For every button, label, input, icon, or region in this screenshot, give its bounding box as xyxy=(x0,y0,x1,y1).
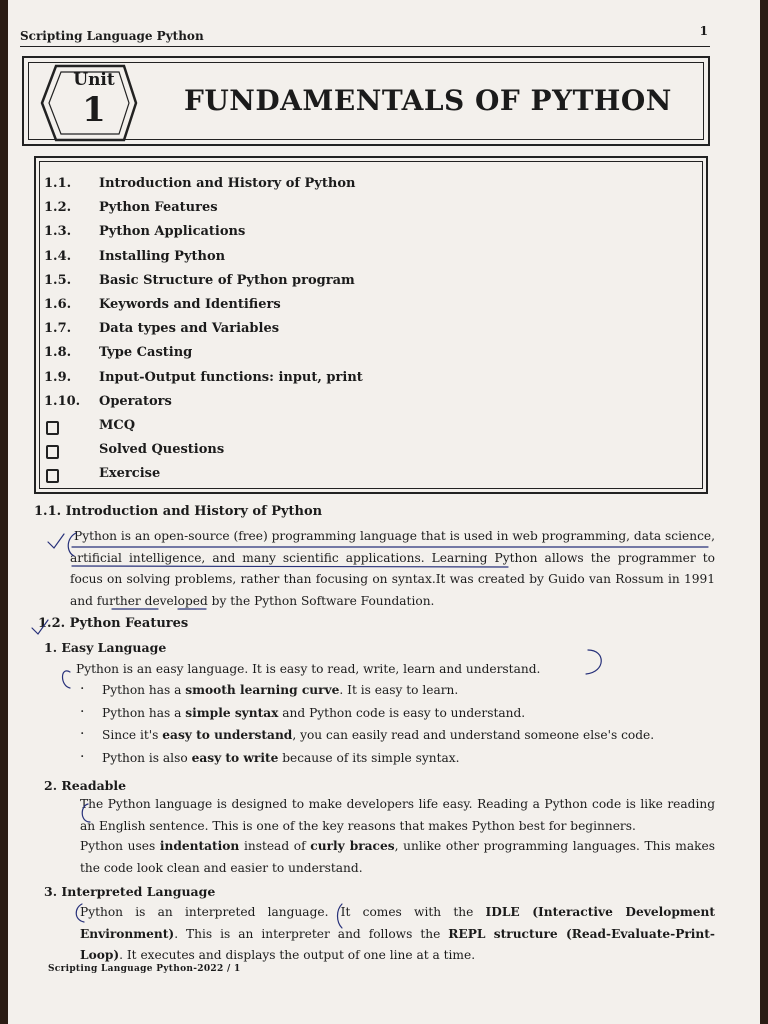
checkbox-bullet-icon xyxy=(46,421,59,435)
toc-item-label: Exercise xyxy=(99,466,161,482)
toc-item-label: Data types and Variables xyxy=(99,321,280,337)
page-number: 1 xyxy=(699,24,708,38)
toc-item-number: 1.10. xyxy=(44,393,81,409)
header-title: Scripting Language Python xyxy=(20,29,204,43)
running-header xyxy=(20,24,710,47)
toc-item-label: Installing Python xyxy=(99,248,226,264)
interpreted-paragraph xyxy=(80,902,715,967)
bullet-item xyxy=(80,683,654,706)
feature-heading-readable: 2. Readable xyxy=(44,778,127,793)
readable-p2-pre: Python uses xyxy=(80,839,160,853)
bullet-pre: Since it's xyxy=(102,728,163,743)
bullet-post: and Python code is easy to understand. xyxy=(278,705,526,720)
bullet-post: because of its simple syntax. xyxy=(278,750,460,765)
easy-intro: Python is an easy language. It is easy to read, write, learn and understand. xyxy=(76,662,541,676)
toc-item-label: Keywords and Identifiers xyxy=(99,296,281,312)
bullet-pre: Python is also xyxy=(102,750,192,765)
toc-item-label: Basic Structure of Python program xyxy=(99,272,355,288)
unit-title: FUNDAMENTALS OF PYTHON xyxy=(184,84,672,117)
toc-item-label: Solved Questions xyxy=(99,442,225,458)
bullet-item xyxy=(80,706,654,729)
toc-item-label: Python Features xyxy=(99,200,218,216)
feature-heading-interpreted: 3. Interpreted Language xyxy=(44,884,216,899)
section-heading-1-2: 1.2. Python Features xyxy=(38,616,189,631)
unit-number: 1 xyxy=(82,90,106,130)
toc-item-number: 1.8. xyxy=(44,345,72,361)
section-heading-1-1: 1.1. Introduction and History of Python xyxy=(34,504,323,519)
toc-item-number: 1.9. xyxy=(44,369,72,385)
bullet-pre: Python has a xyxy=(102,705,186,720)
toc-item-label: Operators xyxy=(99,393,172,409)
bullet-bold: easy to write xyxy=(191,750,279,765)
pen-curl-easy xyxy=(63,671,71,688)
feature-heading-easy: 1. Easy Language xyxy=(44,640,167,655)
checkbox-bullet-icon xyxy=(46,469,59,483)
toc-item-number: 1.2. xyxy=(44,200,72,216)
readable-p2-bold-2: curly braces xyxy=(310,839,395,853)
interpreted-post: . It executes and displays the output of one line at a time. xyxy=(119,948,476,962)
toc-item-number: 1.6. xyxy=(44,296,72,312)
toc-item-number: 1.7. xyxy=(44,321,72,337)
bullet-post: , you can easily read and understand someone else's code. xyxy=(292,728,655,743)
interpreted-pre: Python is an interpreted language. It comes with the xyxy=(80,905,486,919)
toc-item-label: Input-Output functions: input, print xyxy=(99,369,363,385)
toc-item-label: Introduction and History of Python xyxy=(99,176,356,191)
pen-check-mark xyxy=(48,534,64,548)
readable-paragraph-2 xyxy=(80,836,715,879)
unit-label: Unit xyxy=(73,70,115,90)
toc-item-number: 1.4. xyxy=(44,248,72,264)
bullet-post: . It is easy to learn. xyxy=(339,683,459,697)
checkbox-bullet-icon xyxy=(46,445,59,459)
interpreted-bold-2: REPL structure (Read-Evaluate-Print-Loop) xyxy=(80,926,715,962)
page-footer: Scripting Language Python-2022 / 1 xyxy=(48,964,241,974)
interpreted-bold-1: IDLE (Interactive Development Environment) xyxy=(80,905,715,941)
toc-item-label: Python Applications xyxy=(99,224,246,240)
toc-item-number: 1.3. xyxy=(44,224,72,240)
textbook-page xyxy=(8,0,760,1024)
unit-banner xyxy=(22,56,710,146)
intro-paragraph: Python is an open-source (free) programming language that is used in web programming, data science, artificial intelligence, and many scientific applications. Learning Python allows the programmer to focus on solving problems, rather than focusing on syntax.It was created by Guido van Rossum in 1991 and further developed by the Python Software Foundation. xyxy=(70,529,715,608)
readable-p2-mid: instead of xyxy=(239,839,311,853)
readable-p2-post: , unlike other programming languages. This makes the code look clean and easier to understand. xyxy=(80,839,715,875)
bullet-bold: simple syntax xyxy=(185,705,279,720)
interpreted-mid: . This is an interpreter and follows the xyxy=(174,926,449,941)
bullet-bold: easy to understand xyxy=(162,728,293,743)
toc-item-label: Type Casting xyxy=(99,345,193,361)
bullet-bold: smooth learning curve xyxy=(185,683,340,697)
toc-item-label: MCQ xyxy=(99,417,136,433)
easy-bullet-list xyxy=(80,683,654,773)
readable-paragraph-1: The Python language is designed to make developers life easy. Reading a Python code is like reading an English sentence. This is one of the key reasons that makes Python best for beginners. xyxy=(80,797,715,833)
bullet-item xyxy=(80,728,654,751)
table-of-contents xyxy=(34,156,708,494)
toc-item-number: 1.5. xyxy=(44,272,72,288)
bullet-item xyxy=(80,751,654,774)
bullet-pre: Python has a xyxy=(102,683,186,697)
readable-p2-bold-1: indentation xyxy=(159,839,240,853)
toc-item-number: 1.1. xyxy=(44,176,72,191)
